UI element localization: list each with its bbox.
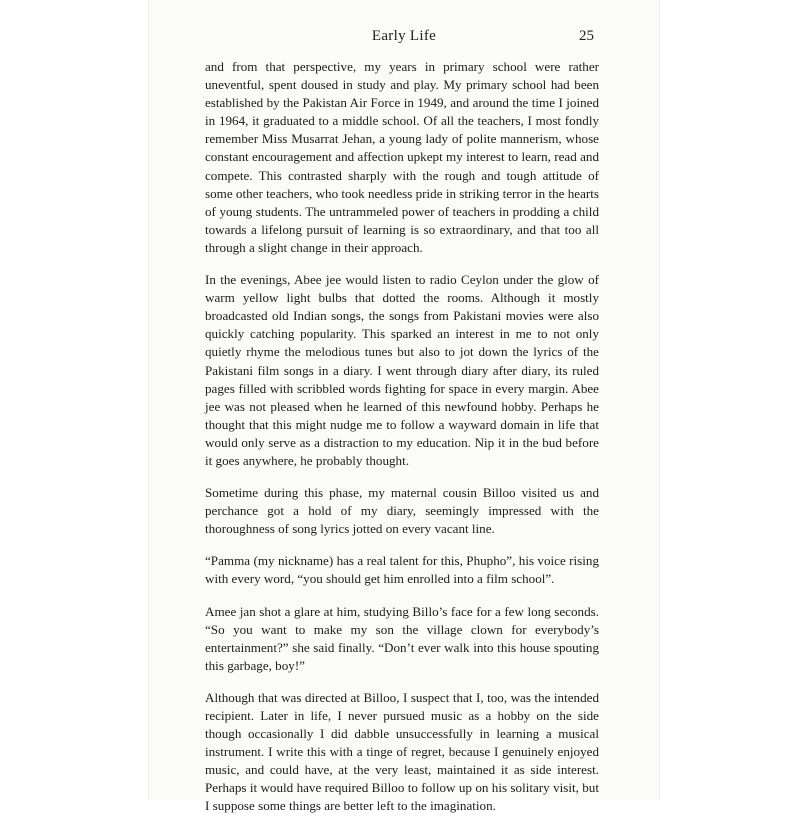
- page-body: [205, 58, 599, 830]
- paragraph: “Pamma (my nickname) has a real talent for this, Phupho”, his voice rising with every word, “you should get him enrolled into a film school”.: [205, 553, 599, 587]
- paragraph: In the evenings, Abee jee would listen to radio Ceylon under the glow of warm yellow light bulbs that dotted the rooms. Although it mostly broadcasted old Indian songs, the songs from Pakistani movies were also quickly catching popularity. This sparked an interest in me to not only quietly rhyme the melodious tunes but also to jot down the lyrics of the Pakistani film songs in a diary. I went through diary after diary, its ruled pages filled with scribbled words fighting for space in every margin. Abee jee was not pleased when he learned of this newfound hobby. Perhaps he thought that this might nudge me to follow a wayward domain in life that would only serve as a distraction to my education. Nip it in the bud before it goes anywhere, he probably thought.: [205, 272, 599, 468]
- paragraph: Sometime during this phase, my maternal cousin Billoo visited us and perchance got a hold of my diary, seemingly impressed with the thoroughness of song lyrics jotted on every vacant line.: [205, 485, 599, 537]
- page-header: [149, 28, 659, 48]
- page-number: 25: [579, 28, 594, 44]
- book-page: [148, 0, 660, 814]
- paragraph: and from that perspective, my years in primary school were rather uneventful, spent doused in study and play. My primary school had been established by the Pakistan Air Force in 1949, and around the time I joined in 1964, it graduated to a middle school. Of all the teachers, I most fondly remember Miss Musarrat Jehan, a young lady of polite mannerism, whose constant encouragement and affection upkept my interest to learn, read and compete. This contrasted sharply with the rough and tough attitude of some other teachers, who took needless pride in striking terror in the hearts of young students. The untrammeled power of teachers in prodding a child towards a lifelong pursuit of learning is so extraordinary, and that too all through a slight change in their approach.: [205, 59, 599, 255]
- paragraph: Amee jan shot a glare at him, studying Billo’s face for a few long seconds. “So you want to make my son the village clown for everybody’s entertainment?” she said finally. “Don’t ever walk into this house spouting this garbage, boy!”: [205, 603, 599, 673]
- paragraph: Although that was directed at Billoo, I suspect that I, too, was the intended recipient. Later in life, I never pursued music as a hobby on the side though occasionally I did dabble unsuccessfully in learning a musical instrument. I write this with a tinge of regret, because I genuinely enjoyed music, and could have, at the very least, maintained it as side interest. Perhaps it would have required Billoo to follow up on his solitary visit, but I suppose some things are better left to the imagination.: [205, 689, 599, 814]
- running-title: Early Life: [371, 28, 437, 44]
